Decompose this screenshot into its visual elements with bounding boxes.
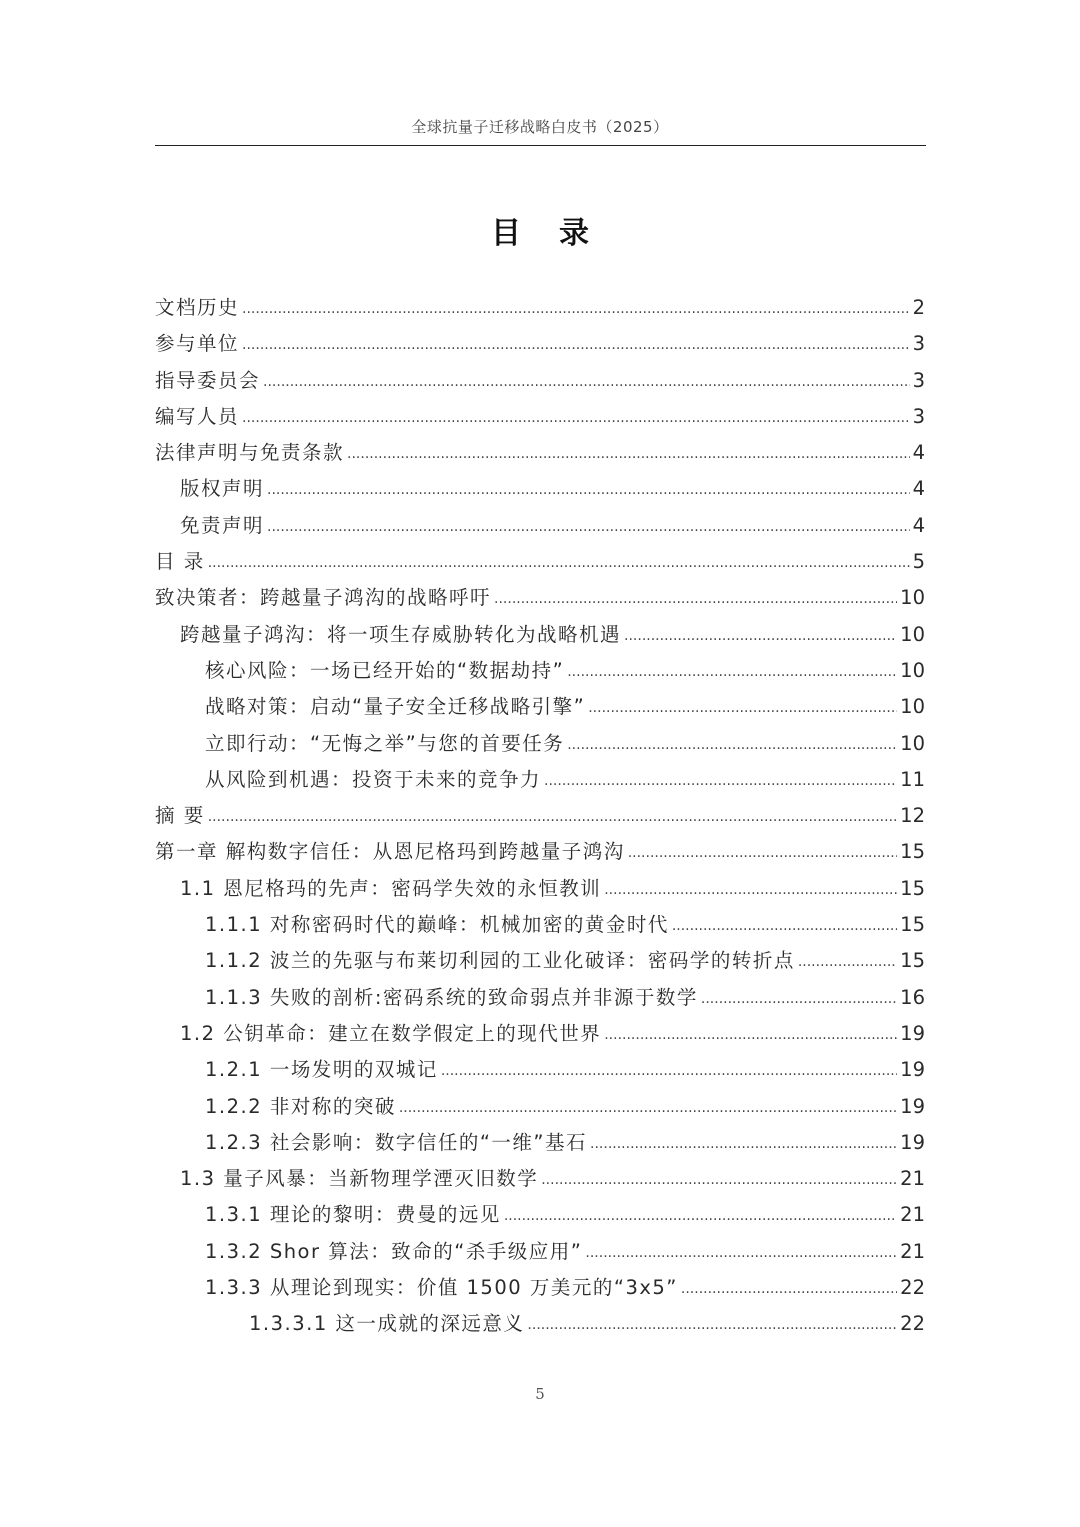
dot-leader: [798, 954, 897, 970]
dot-leader: [681, 1281, 897, 1297]
toc-entry-title: 1.1.2 波兰的先驱与布莱切利园的工业化破译：密码学的转折点: [205, 949, 795, 973]
toc-entry-title: 跨越量子鸿沟：将一项生存威胁转化为战略机遇: [180, 622, 622, 646]
toc-entry[interactable]: [155, 1018, 925, 1054]
table-of-contents: [155, 292, 925, 1345]
toc-entry[interactable]: [155, 1272, 925, 1308]
toc-entry[interactable]: [155, 582, 925, 618]
toc-entry-page: 4: [912, 441, 925, 465]
toc-entry-page: 21: [900, 1203, 925, 1227]
dot-leader: [527, 1317, 897, 1333]
toc-entry[interactable]: [155, 292, 925, 328]
toc-entry-page: 2: [912, 296, 925, 319]
toc-entry-title: 1.1.1 对称密码时代的巅峰：机械加密的黄金时代: [205, 913, 669, 937]
toc-entry-page: 15: [900, 840, 925, 864]
toc-entry[interactable]: [155, 1308, 925, 1344]
toc-entry-title: 版权声明: [180, 477, 265, 501]
toc-entry-page: 3: [912, 332, 925, 356]
dot-leader: [672, 918, 897, 934]
toc-entry-title: 从风险到机遇：投资于未来的竞争力: [205, 767, 542, 791]
toc-entry[interactable]: [155, 473, 925, 509]
toc-entry-title: 免责声明: [180, 513, 265, 537]
dot-leader: [242, 337, 910, 353]
toc-entry[interactable]: [155, 655, 925, 691]
toc-entry-page: 15: [900, 913, 925, 937]
toc-entry[interactable]: [155, 1163, 925, 1199]
toc-entry-title: 1.3.1 理论的黎明：费曼的远见: [205, 1203, 501, 1227]
dot-leader: [604, 882, 897, 898]
toc-entry[interactable]: [155, 1054, 925, 1090]
toc-entry-title: 第一章 解构数字信任：从恩尼格玛到跨越量子鸿沟: [155, 840, 625, 864]
toc-entry-title: 致决策者：跨越量子鸿沟的战略呼吁: [155, 586, 492, 610]
dot-leader: [544, 773, 897, 789]
dot-leader: [590, 1136, 897, 1152]
toc-entry-title: 战略对策：启动“量子安全迁移战略引擎”: [205, 695, 586, 719]
toc-entry[interactable]: [155, 401, 925, 437]
toc-entry[interactable]: [155, 800, 925, 836]
toc-entry-page: 15: [900, 949, 925, 973]
dot-leader: [567, 664, 897, 680]
dot-leader: [494, 591, 897, 607]
toc-entry-page: 10: [900, 731, 925, 755]
toc-entry[interactable]: [155, 1127, 925, 1163]
toc-entry-page: 4: [912, 513, 925, 537]
running-header: 全球抗量子迁移战略白皮书（2025）: [411, 118, 669, 136]
dot-leader: [541, 1172, 897, 1188]
toc-entry[interactable]: [155, 982, 925, 1018]
toc-entry-page: 10: [900, 622, 925, 646]
toc-entry-title: 1.2 公钥革命：建立在数学假定上的现代世界: [180, 1021, 602, 1045]
toc-entry-page: 21: [900, 1167, 925, 1191]
toc-entry[interactable]: [155, 1091, 925, 1127]
dot-leader: [399, 1100, 897, 1116]
toc-entry-title: 1.3.3 从理论到现实：价值 1500 万美元的“3x5”: [205, 1276, 678, 1300]
dot-leader: [441, 1063, 897, 1079]
dot-leader: [701, 991, 897, 1007]
toc-entry-title: 1.1.3 失败的剖析:密码系统的致命弱点并非源于数学: [205, 985, 698, 1009]
toc-entry-title: 1.2.3 社会影响：数字信任的“一维”基石: [205, 1130, 588, 1154]
toc-entry-title: 1.2.2 非对称的突破: [205, 1094, 396, 1118]
toc-entry[interactable]: [155, 365, 925, 401]
toc-entry-title: 目 录: [155, 550, 205, 574]
toc-entry-page: 19: [900, 1094, 925, 1118]
toc-entry[interactable]: [155, 510, 925, 546]
toc-entry-page: 16: [900, 985, 925, 1009]
toc-entry-title: 法律声明与免责条款: [155, 441, 345, 465]
toc-entry-page: 4: [912, 477, 925, 501]
toc-entry-page: 22: [900, 1276, 925, 1300]
toc-entry[interactable]: [155, 873, 925, 909]
toc-entry-page: 3: [912, 404, 925, 428]
toc-entry[interactable]: [155, 437, 925, 473]
toc-entry[interactable]: [155, 691, 925, 727]
dot-leader: [588, 700, 897, 716]
toc-entry[interactable]: [155, 909, 925, 945]
toc-entry[interactable]: [155, 1236, 925, 1272]
toc-entry-page: 22: [900, 1312, 925, 1336]
toc-heading: 目录: [491, 216, 627, 251]
dot-leader: [585, 1245, 897, 1261]
toc-entry-page: 11: [900, 767, 925, 791]
toc-entry[interactable]: [155, 764, 925, 800]
toc-entry-title: 1.1 恩尼格玛的先声：密码学失效的永恒教训: [180, 876, 602, 900]
toc-entry-page: 10: [900, 658, 925, 682]
toc-entry[interactable]: [155, 728, 925, 764]
toc-entry[interactable]: [155, 619, 925, 655]
dot-leader: [208, 555, 910, 571]
dot-leader: [242, 301, 910, 317]
toc-entry[interactable]: [155, 1199, 925, 1235]
toc-entry-page: 19: [900, 1130, 925, 1154]
toc-entry-title: 核心风险：一场已经开始的“数据劫持”: [205, 658, 565, 682]
toc-entry-title: 指导委员会: [155, 368, 261, 392]
toc-entry[interactable]: [155, 836, 925, 872]
toc-entry-title: 文档历史: [155, 296, 240, 319]
toc-entry-page: 10: [900, 695, 925, 719]
page-number: 5: [535, 1385, 545, 1403]
dot-leader: [267, 482, 910, 498]
dot-leader: [208, 809, 897, 825]
toc-entry-title: 1.2.1 一场发明的双城记: [205, 1058, 438, 1082]
header-divider: [155, 145, 926, 146]
toc-entry-page: 5: [912, 550, 925, 574]
toc-entry-page: 3: [912, 368, 925, 392]
dot-leader: [567, 737, 897, 753]
toc-entry-page: 21: [900, 1239, 925, 1263]
toc-entry-page: 15: [900, 876, 925, 900]
toc-entry-title: 立即行动：“无悔之举”与您的首要任务: [205, 731, 565, 755]
dot-leader: [604, 1027, 897, 1043]
toc-entry-page: 19: [900, 1021, 925, 1045]
toc-entry-title: 摘 要: [155, 804, 205, 828]
toc-entry-page: 12: [900, 804, 925, 828]
dot-leader: [504, 1208, 897, 1224]
dot-leader: [242, 410, 910, 426]
dot-leader: [624, 628, 897, 644]
toc-entry[interactable]: [155, 328, 925, 364]
toc-entry-title: 编写人员: [155, 404, 240, 428]
dot-leader: [347, 446, 910, 462]
toc-entry-title: 1.3.3.1 这一成就的深远意义: [249, 1312, 525, 1336]
toc-entry-title: 1.3.2 Shor 算法：致命的“杀手级应用”: [205, 1239, 583, 1263]
toc-entry[interactable]: [155, 945, 925, 981]
toc-entry-page: 10: [900, 586, 925, 610]
dot-leader: [263, 374, 910, 390]
toc-entry-title: 参与单位: [155, 332, 240, 356]
toc-entry[interactable]: [155, 546, 925, 582]
toc-entry-title: 1.3 量子风暴：当新物理学湮灭旧数学: [180, 1167, 539, 1191]
dot-leader: [267, 519, 910, 535]
dot-leader: [628, 845, 897, 861]
toc-entry-page: 19: [900, 1058, 925, 1082]
